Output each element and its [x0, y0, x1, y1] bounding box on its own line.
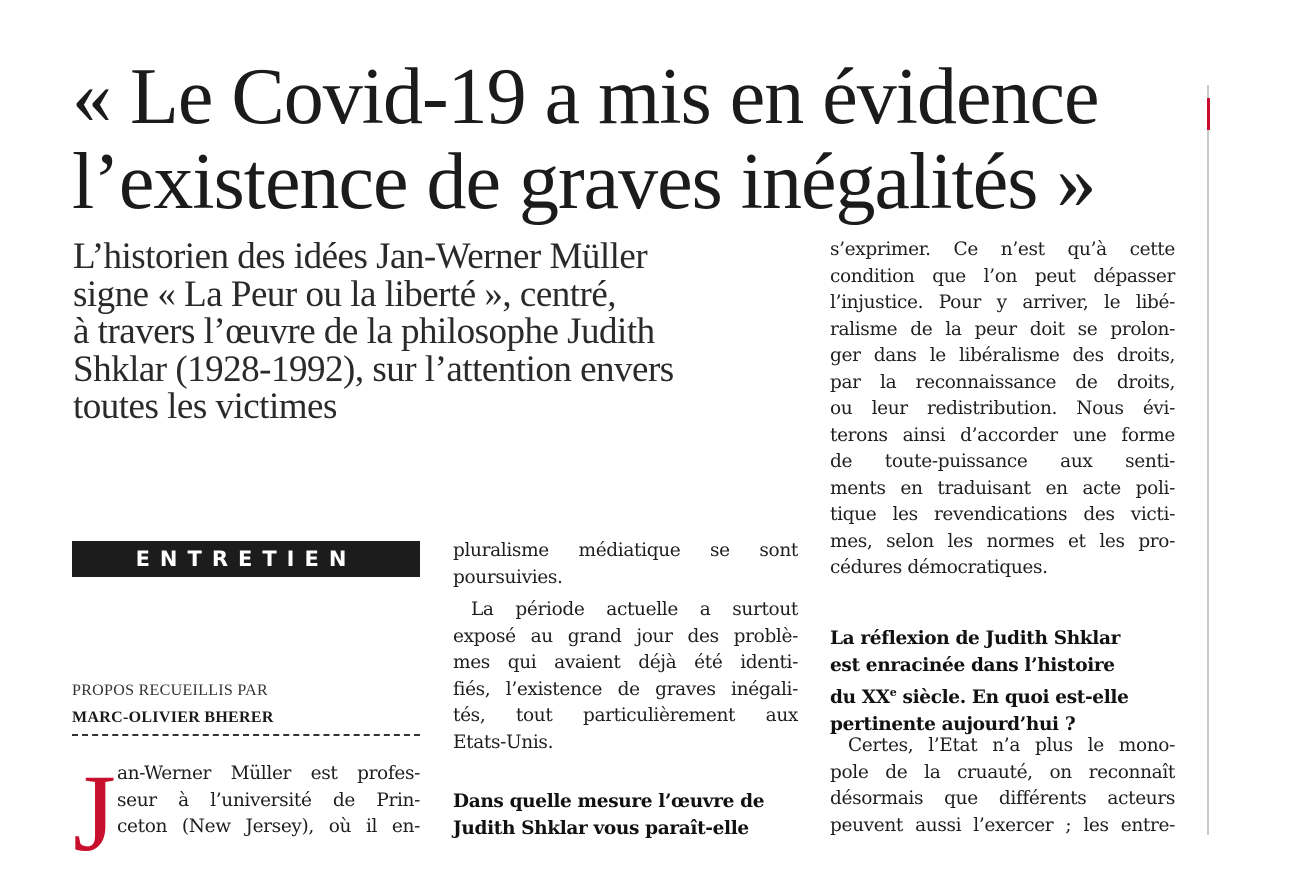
headline-line-2: l’existence de graves inégalités »: [72, 138, 1096, 226]
question-line: Dans quelle mesure l’œuvre de: [453, 791, 765, 812]
standfirst-line-1: L’historien des idées Jan-Werner Müller: [73, 236, 648, 277]
column-1-line: ceton (New Jersey), où il en-: [117, 816, 420, 837]
column-2-line: poursuivies.: [453, 566, 563, 588]
column-2-line: pluralisme médiatique se sont: [453, 540, 798, 561]
headline-line-1: « Le Covid-19 a mis en évidence: [72, 53, 1099, 141]
column-3-line: Certes, l’Etat n’a plus le mono-: [848, 735, 1175, 756]
question-text: siècle. En quoi est-elle: [896, 687, 1129, 709]
byline-intro: PROPOS RECUEILLIS PAR: [72, 682, 268, 699]
question-line: Judith Shklar vous paraît-elle: [453, 818, 749, 839]
standfirst-line-4: Shklar (1928-1992), sur l’attention envers: [73, 348, 674, 390]
column-1-body: [117, 761, 420, 841]
column-1-line: seur à l’université de Prin-: [117, 789, 420, 811]
column-3-paragraph-1: [830, 237, 1175, 582]
column-2-line: tés, tout particulièrement aux: [453, 705, 798, 726]
column-3-line: peuvent aussi l’exercer ; les entre-: [830, 814, 1175, 836]
standfirst-line-2: signe « La Peur ou la liberté », centré,: [73, 273, 617, 315]
column-3-line: pole de la cruauté, on reconnaît: [830, 761, 1175, 783]
column-3-line: s’exprimer. Ce n’est qu’à cette: [830, 239, 1175, 260]
column-3-line: ralisme de la peur doit se prolon-: [830, 318, 1175, 340]
standfirst: [73, 238, 773, 426]
column-2-line: Etats-Unis.: [453, 731, 554, 753]
standfirst-line-3: à travers l’œuvre de la philosophe Judith: [73, 311, 655, 352]
column-2-line: fiés, l’existence de graves inégali-: [453, 678, 798, 700]
column-3-line: tique les revendications des victi-: [830, 504, 1175, 525]
column-3-question: [830, 625, 1175, 738]
column-1-line: an-Werner Müller est profes-: [117, 763, 420, 784]
section-kicker-entretien: ENTRETIEN: [72, 541, 420, 577]
headline: [72, 55, 1192, 225]
question-line: [830, 679, 1175, 711]
question-line: est enracinée dans l’histoire: [830, 655, 1115, 676]
column-3-line: terons ainsi d’accorder une forme: [830, 424, 1175, 446]
column-3-line: condition que l’on peut dépasser: [830, 265, 1175, 287]
section-marker-red: [1207, 98, 1210, 130]
column-rule-right: [1207, 85, 1209, 835]
column-2-paragraph-2: [453, 597, 798, 756]
byline-divider: [72, 734, 420, 736]
column-3-line: l’injustice. Pour y arriver, le libé-: [830, 292, 1175, 313]
column-3-line: ou leur redistribution. Nous évi-: [830, 398, 1175, 419]
question-text: du XX: [830, 687, 890, 709]
column-2-line: La période actuelle a surtout: [471, 599, 798, 620]
column-2-question: [453, 788, 798, 842]
superscript: e: [889, 686, 897, 699]
column-3-line: par la reconnaissance de droits,: [830, 371, 1175, 393]
standfirst-line-5: toutes les victimes: [73, 386, 337, 427]
column-3-paragraph-2: [830, 733, 1175, 839]
column-3-line: ger dans le libéralisme des droits,: [830, 345, 1175, 366]
drop-cap: J: [73, 752, 116, 874]
column-3-line: désormais que différents acteurs: [830, 788, 1175, 809]
column-3-line: ments en traduisant en acte poli-: [830, 477, 1175, 499]
column-3-line: mes, selon les normes et les pro-: [830, 530, 1175, 552]
column-2-line: mes qui avaient déjà été identi-: [453, 652, 798, 673]
column-3-line: de toute-puissance aux senti-: [830, 451, 1175, 472]
byline-author: MARC-OLIVIER BHERER: [72, 709, 274, 726]
column-2-paragraph-1: [453, 538, 798, 591]
question-line: La réflexion de Judith Shklar: [830, 628, 1120, 649]
column-3-line: cédures démocratiques.: [830, 557, 1048, 578]
column-2-line: exposé au grand jour des problè-: [453, 625, 798, 647]
question-line: pertinente aujourd’hui ?: [830, 714, 1076, 736]
